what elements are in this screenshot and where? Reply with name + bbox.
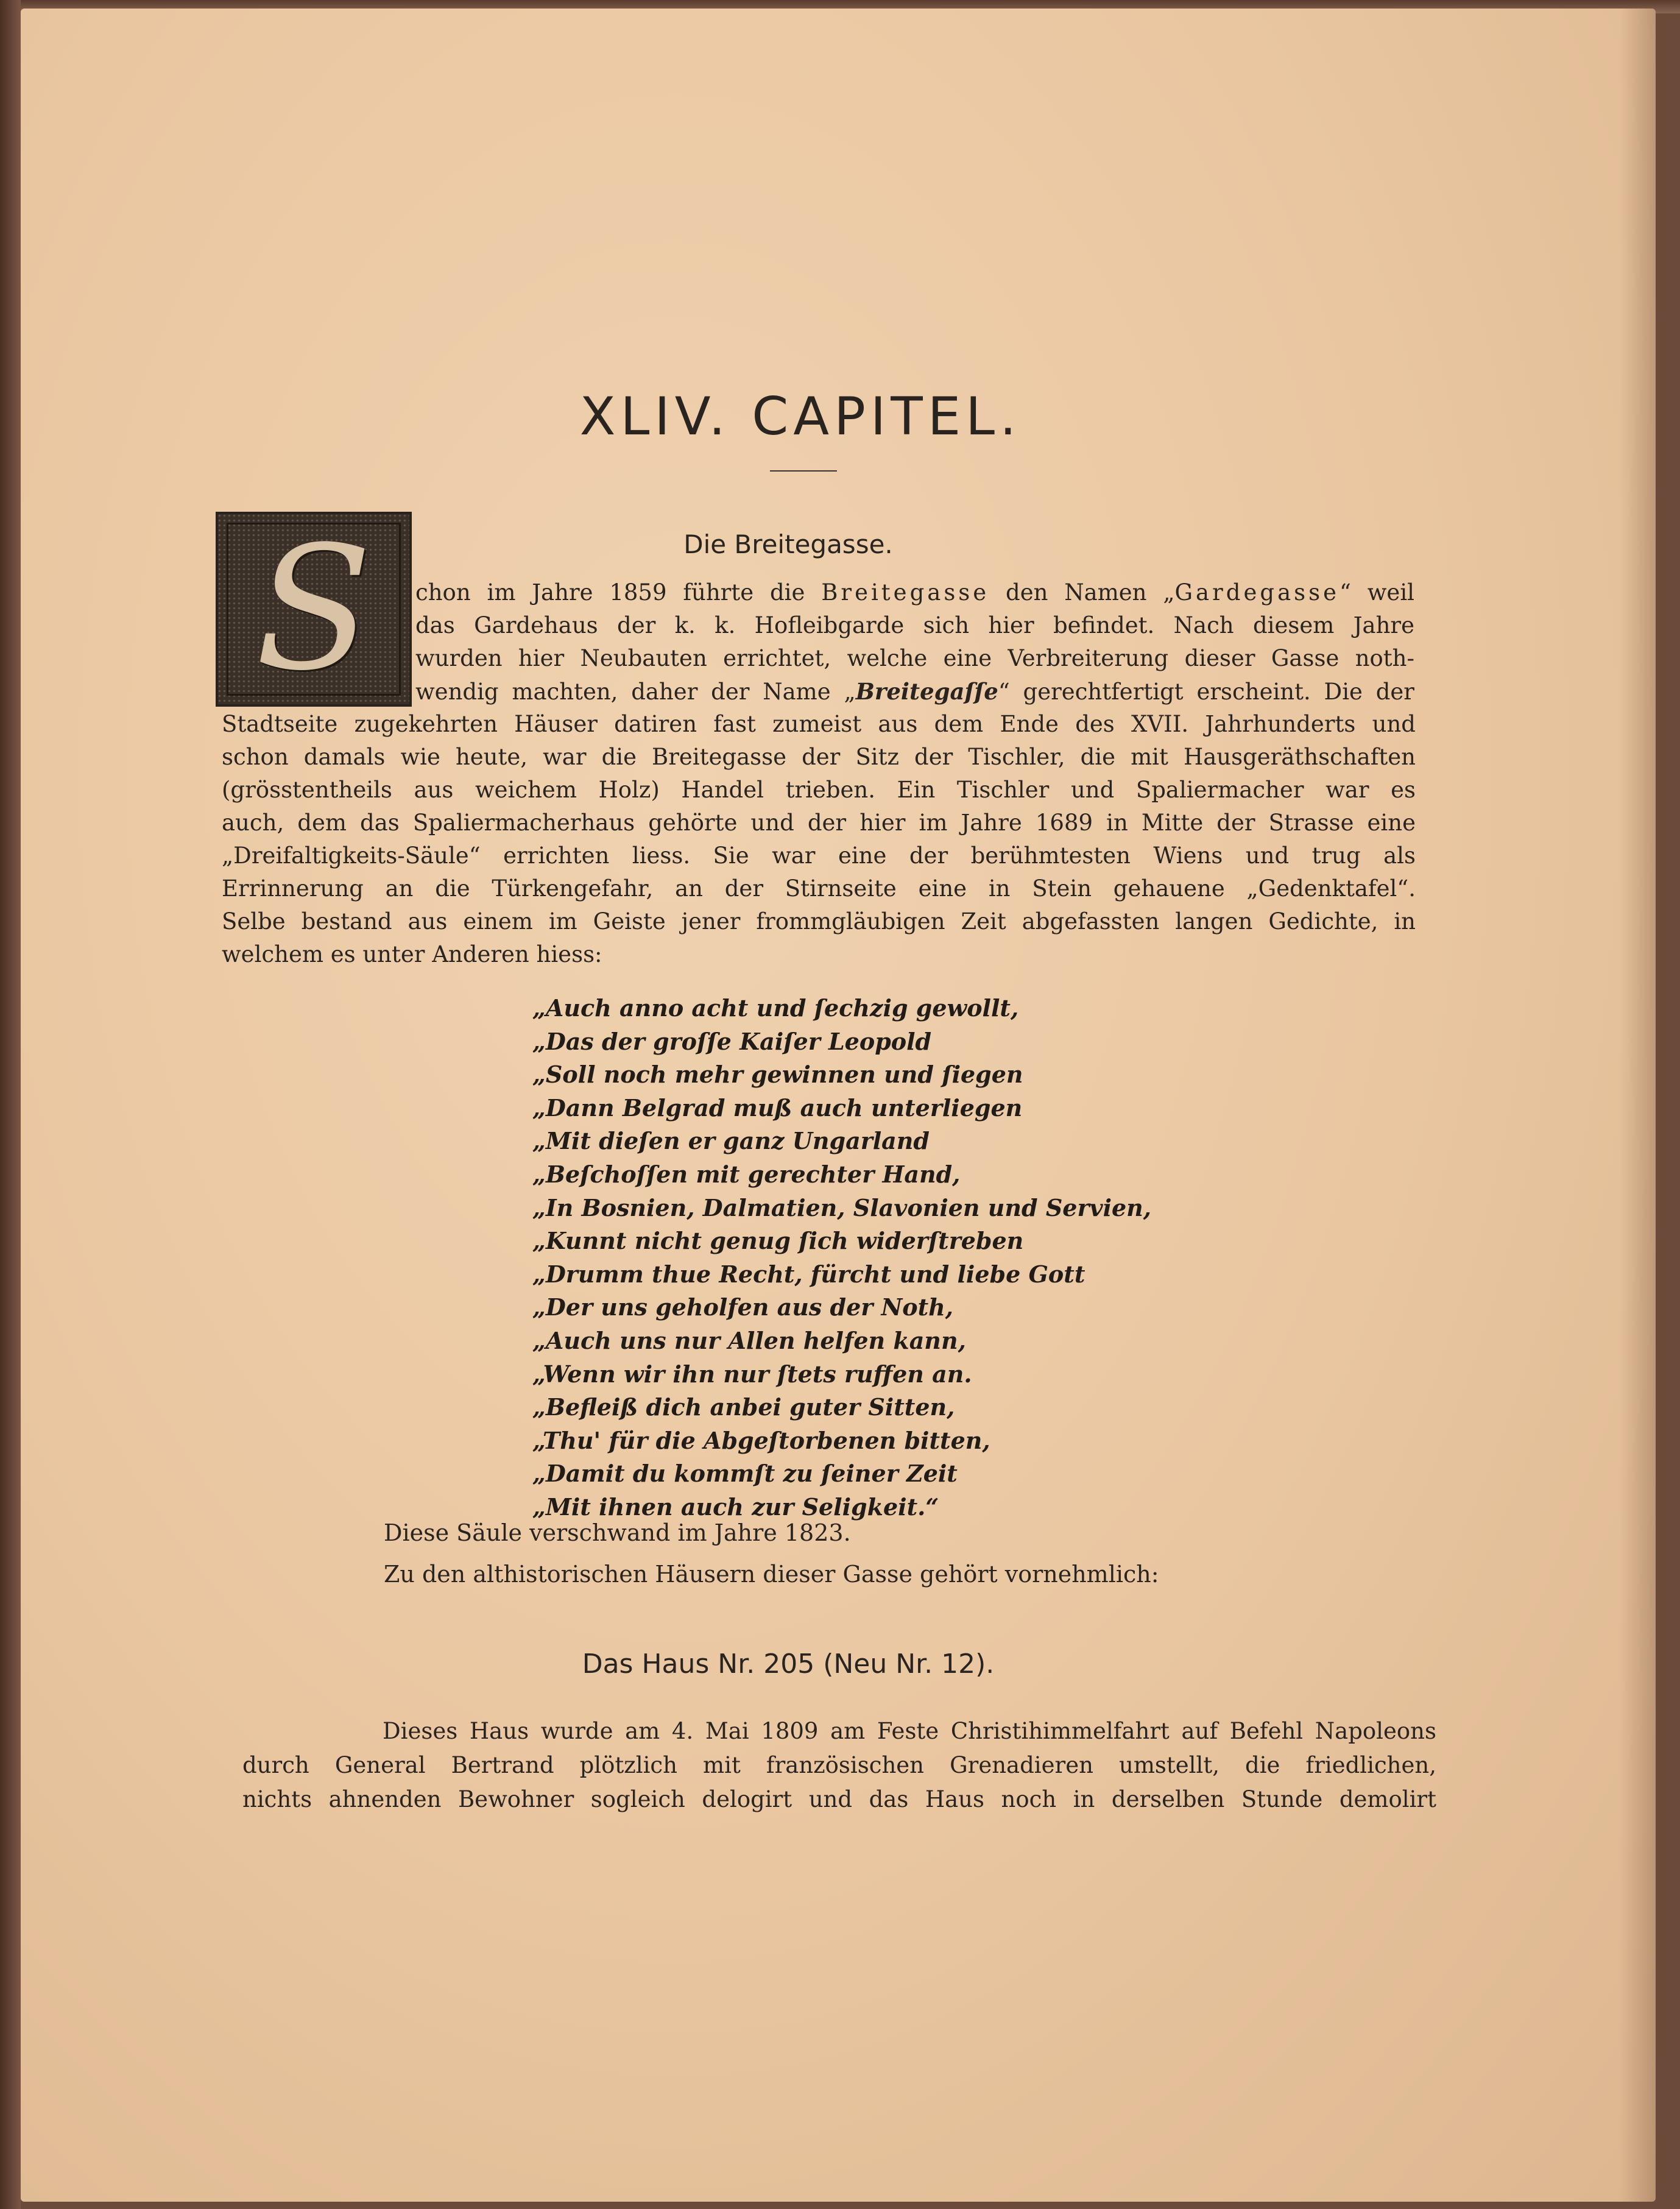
poem-line: „Beſchoſſen mit gerechter Hand, (532, 1160, 961, 1188)
house-title: Das Haus Nr. 205 (Neu Nr. 12). (582, 1649, 995, 1680)
book-spine (0, 0, 21, 2209)
poem-line: „Auch anno acht und ſechzig gewollt, (532, 994, 1019, 1022)
text-span: “ gerechtfertigt erscheint. Die der (998, 679, 1414, 705)
house-line: durch General Bertrand plötzlich mit französischen Grenadieren umstellt, die friedlichen, (242, 1752, 1436, 1778)
initial-letter: S (255, 510, 372, 709)
after-poem-line: Zu den althistorischen Häusern dieser Gasse gehört vornehmlich: (384, 1561, 1159, 1588)
body-line: (grösstentheils aus weichem Holz) Handel trieben. Ein Tischler und Spaliermacher war es (222, 777, 1416, 803)
page-edge-shadow (1619, 9, 1656, 2202)
poem-line: „Mit ihnen auch zur Seligkeit.“ (532, 1493, 939, 1521)
body-line: „Dreifaltigkeits-Säule“ errichten liess. Sie war eine der berühmtesten Wiens und trug als (222, 843, 1416, 869)
poem-line: „Soll noch mehr gewinnen und ſiegen (532, 1061, 1023, 1089)
poem-line: „Dann Belgrad muß auch unterliegen (532, 1094, 1023, 1122)
chapter-title: XLIV. CAPITEL. (579, 386, 1022, 447)
poem-line: „Auch uns nur Allen helfen kann, (532, 1326, 966, 1354)
poem-block (532, 992, 1151, 1524)
intro-line (415, 576, 1414, 609)
text-span: wendig machten, daher der Name „ (415, 679, 856, 705)
text-span: chon im Jahre 1859 führte die (415, 579, 822, 606)
poem-line: „Der uns geholfen aus der Noth, (532, 1293, 954, 1321)
street-name: Breitegasse (821, 579, 990, 606)
poem-line: „Wenn wir ihn nur ſtets ruffen an. (532, 1360, 972, 1388)
body-line: schon damals wie heute, war die Breitegasse der Sitz der Tischler, die mit Hausgeräthschaften (222, 744, 1416, 770)
body-line: Stadtseite zugekehrten Häuser datiren fast zumeist aus dem Ende des XVII. Jahrhunderts und (222, 711, 1416, 737)
poem-line: „Damit du kommſt zu ſeiner Zeit (532, 1460, 958, 1488)
intro-line: wurden hier Neubauten errichtet, welche eine Verbreiterung dieser Gasse noth- (415, 645, 1414, 671)
poem-line: „In Bosnien, Dalmatien, Slavonien und Servien, (532, 1193, 1152, 1221)
poem-line: „Kunnt nicht genug ſich widerſtreben (532, 1227, 1024, 1255)
body-line: Selbe bestand aus einem im Geiste jener frommgläubigen Zeit abgefassten langen Gedichte, in (222, 908, 1416, 935)
text-span: den Namen „ (989, 579, 1175, 606)
body-line: welchem es unter Anderen hiess: (222, 941, 602, 967)
section-title: Die Breitegasse. (683, 529, 893, 559)
body-paragraph (222, 708, 1416, 971)
poem-line: „Drumm thue Recht, fürcht und liebe Gott (532, 1260, 1085, 1288)
poem-line: „Befleiß dich anbei guter Sitten, (532, 1393, 955, 1421)
house-line: Dieses Haus wurde am 4. Mai 1809 am Feste Christihimmelfahrt auf Befehl Napoleons (383, 1718, 1436, 1744)
text-span: “ weil (1339, 579, 1414, 606)
street-name: Gardegasse (1174, 579, 1340, 606)
body-line: Errinnerung an die Türkengefahr, an der Stirnseite eine in Stein gehauene „Gedenktafel“. (222, 875, 1416, 902)
intro-line: das Gardehaus der k. k. Hofleibgarde sich hier befindet. Nach diesem Jahre (415, 612, 1414, 638)
after-poem-line: Diese Säule verschwand im Jahre 1823. (384, 1519, 851, 1546)
intro-line (415, 675, 1414, 709)
poem-line: „Mit dieſen er ganz Ungarland (532, 1127, 930, 1155)
book-page (21, 9, 1656, 2202)
ornamental-initial (216, 512, 412, 707)
body-line: auch, dem das Spaliermacherhaus gehörte und der hier im Jahre 1689 in Mitte der Strasse eine (222, 810, 1416, 836)
title-divider (770, 470, 837, 472)
house-paragraph (242, 1714, 1436, 1817)
fraktur-term: Breitegaſſe (855, 678, 998, 705)
poem-line: „Thu' für die Abgeſtorbenen bitten, (532, 1426, 990, 1454)
house-line: nichts ahnenden Bewohner sogleich delogirt und das Haus noch in derselben Stunde demolirt (242, 1786, 1436, 1812)
intro-paragraph (415, 576, 1414, 709)
poem-line: „Das der groſſe Kaiſer Leopold (532, 1027, 932, 1055)
